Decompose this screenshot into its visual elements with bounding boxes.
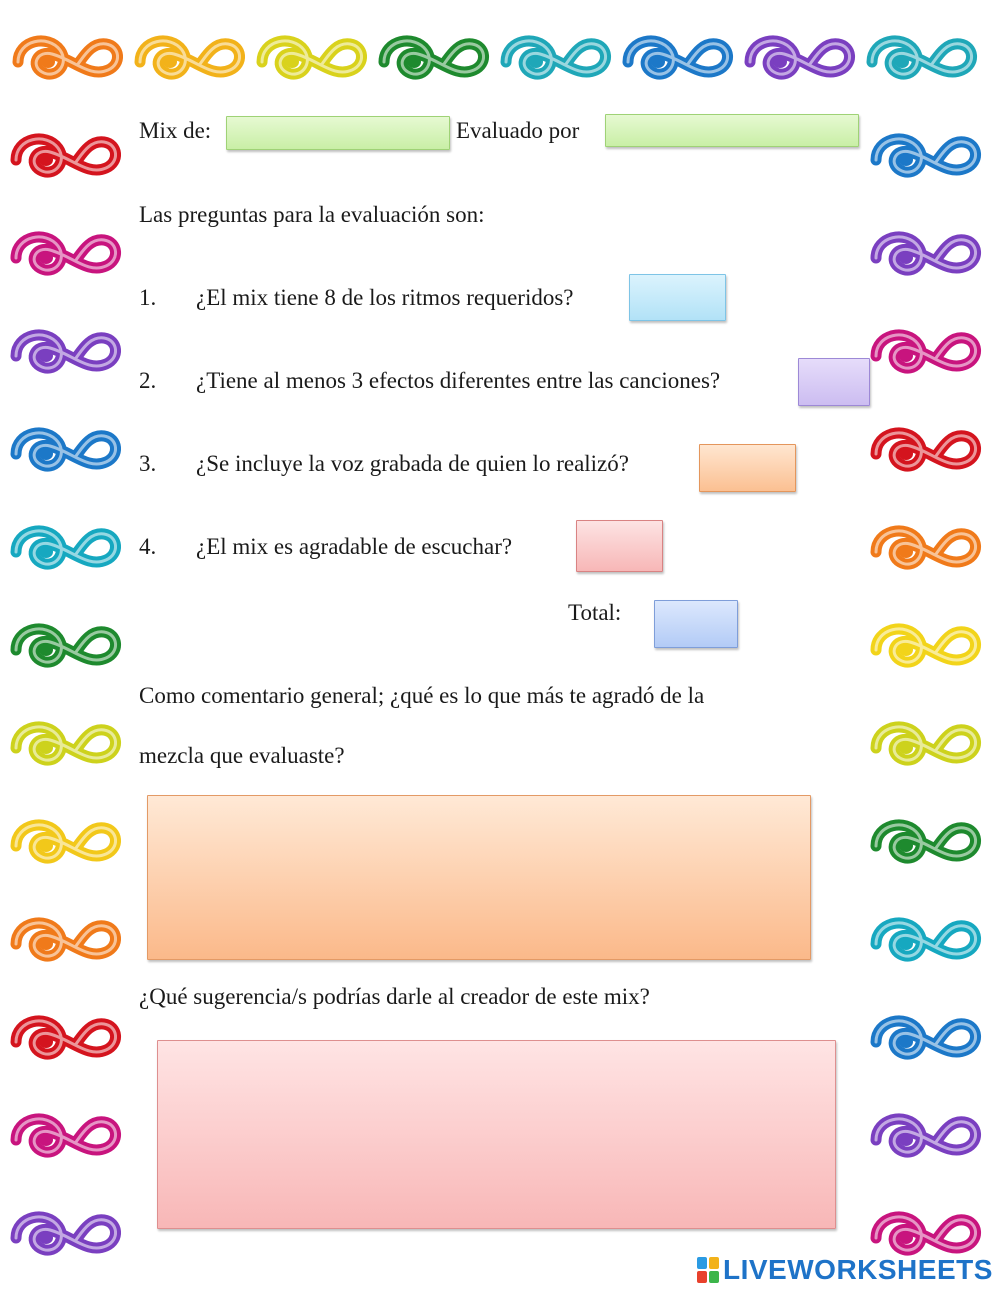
total-field[interactable] xyxy=(654,600,738,648)
treble-clef-icon xyxy=(6,414,126,484)
treble-clef-icon xyxy=(866,610,986,680)
comment-prompt-line1: Como comentario general; ¿qué es lo que más te agradó de la xyxy=(139,683,705,708)
question-text: ¿Se incluye la voz grabada de quien lo realizó? xyxy=(196,451,629,476)
treble-clef-icon xyxy=(6,610,126,680)
treble-clef-icon xyxy=(866,904,986,974)
treble-clef-icon xyxy=(130,22,250,92)
question-4-answer-field[interactable] xyxy=(576,520,663,572)
suggestion-prompt: ¿Qué sugerencia/s podrías darle al creador de este mix? xyxy=(139,984,650,1009)
treble-clef-icon xyxy=(8,22,128,92)
treble-clef-icon xyxy=(866,316,986,386)
question-text: ¿El mix tiene 8 de los ritmos requeridos? xyxy=(196,285,574,310)
treble-clef-icon xyxy=(740,22,860,92)
suggestion-textarea[interactable] xyxy=(157,1040,836,1229)
treble-clef-icon xyxy=(6,120,126,190)
treble-clef-icon xyxy=(6,1198,126,1268)
question-2-answer-field[interactable] xyxy=(798,358,870,406)
treble-clef-icon xyxy=(6,806,126,876)
treble-clef-icon xyxy=(6,512,126,582)
treble-clef-icon xyxy=(6,1002,126,1072)
question-number: 3. xyxy=(139,451,157,476)
question-number: 4. xyxy=(139,534,157,559)
question-number: 1. xyxy=(139,285,157,310)
mix-name-field[interactable] xyxy=(226,116,450,150)
treble-clef-icon xyxy=(6,316,126,386)
treble-clef-icon xyxy=(6,218,126,288)
question-1-answer-field[interactable] xyxy=(629,274,726,321)
liveworksheets-logo xyxy=(697,1253,993,1287)
treble-clef-icon xyxy=(6,1100,126,1170)
logo-text: LIVEWORKSHEETS xyxy=(723,1254,993,1285)
treble-clef-icon xyxy=(866,512,986,582)
treble-clef-icon xyxy=(252,22,372,92)
treble-clef-icon xyxy=(866,218,986,288)
treble-clef-icon xyxy=(866,1002,986,1072)
comment-prompt-line2: mezcla que evaluaste? xyxy=(139,743,345,768)
treble-clef-icon xyxy=(862,22,982,92)
question-number: 2. xyxy=(139,368,157,393)
treble-clef-icon xyxy=(866,414,986,484)
treble-clef-icon xyxy=(866,708,986,778)
question-text: ¿Tiene al menos 3 efectos diferentes entre las canciones? xyxy=(196,368,721,393)
total-label: Total: xyxy=(568,600,622,625)
evaluated-by-label: Evaluado por xyxy=(456,118,580,143)
intro-text: Las preguntas para la evaluación son: xyxy=(139,202,485,227)
treble-clef-icon xyxy=(866,806,986,876)
treble-clef-icon xyxy=(866,1100,986,1170)
question-3-answer-field[interactable] xyxy=(699,444,796,492)
treble-clef-icon xyxy=(618,22,738,92)
logo-grid-icon xyxy=(697,1257,719,1283)
question-text: ¿El mix es agradable de escuchar? xyxy=(196,534,513,559)
treble-clef-icon xyxy=(6,904,126,974)
evaluator-name-field[interactable] xyxy=(605,114,859,147)
mix-label: Mix de: xyxy=(139,118,212,143)
treble-clef-icon xyxy=(6,708,126,778)
comment-textarea[interactable] xyxy=(147,795,811,960)
treble-clef-icon xyxy=(496,22,616,92)
treble-clef-icon xyxy=(866,120,986,190)
treble-clef-icon xyxy=(374,22,494,92)
